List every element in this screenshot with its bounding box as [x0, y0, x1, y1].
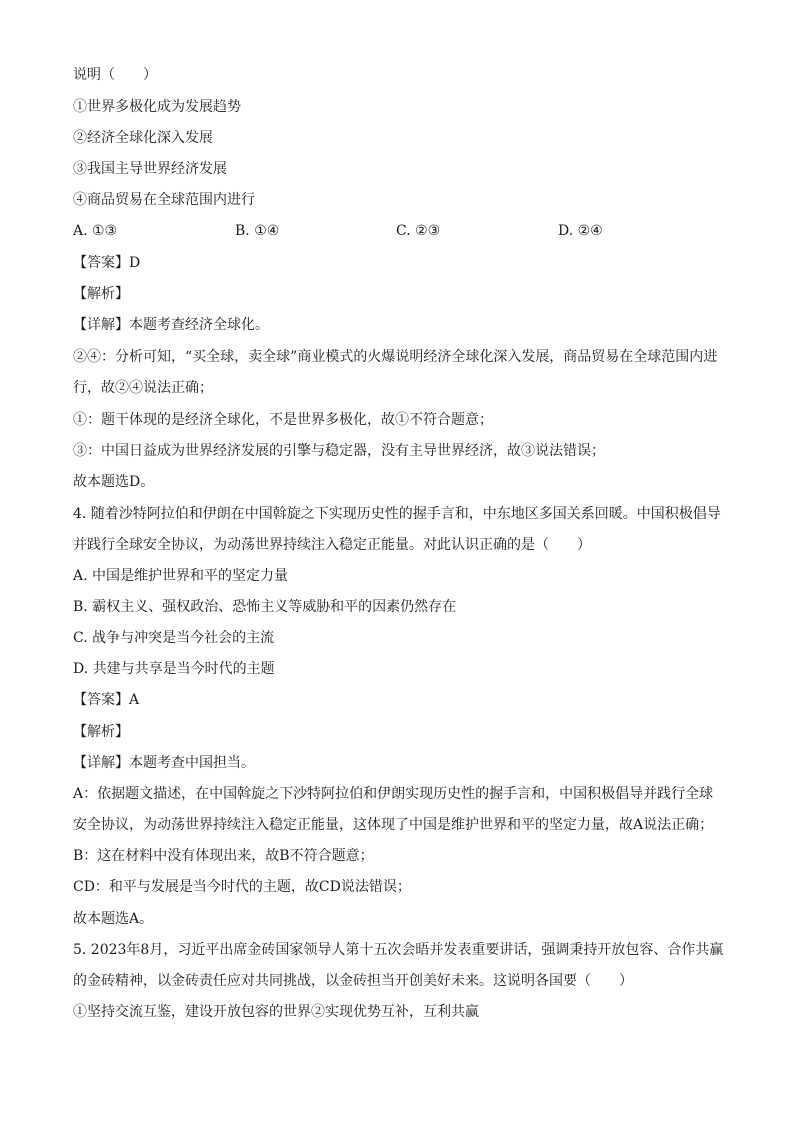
q3-detail: 【详解】本题考查经济全球化。: [73, 317, 269, 333]
q3-conclusion: 故本题选D。: [73, 474, 155, 490]
q4-detail: 【详解】本题考查中国担当。: [73, 755, 255, 771]
q5-item-1: ①坚持交流互鉴，建设开放包容的世界②实现优势互补，互利共赢: [73, 1004, 479, 1020]
q5-stem-line-2: 的金砖精神，以金砖责任应对共同挑战，以金砖担当开创美好未来。这说明各国要（ ）: [73, 973, 633, 989]
q3-item-4: ④商品贸易在全球范围内进行: [73, 192, 255, 208]
q5-stem-line-1: 5. 2023年8月，习近平出席金砖国家领导人第十五次会晤并发表重要讲话，强调秉持开放包容、合作共赢: [73, 942, 724, 958]
q4-stem-line-2: 并践行全球安全协议，为动荡世界持续注入稳定正能量。对此认识正确的是（ ）: [73, 537, 591, 553]
q3-analysis-label: 【解析】: [73, 286, 129, 302]
q3-option-d: D. ②④: [558, 223, 603, 239]
q4-option-b: B. 霸权主义、强权政治、恐怖主义等威胁和平的因素仍然存在: [73, 599, 457, 615]
q3-item-2: ②经济全球化深入发展: [73, 130, 213, 146]
q4-explanation-a-2: 安全协议，为动荡世界持续注入稳定正能量，这体现了中国是维护世界和平的坚定力量，故A说法正确；: [73, 817, 714, 833]
q4-conclusion: 故本题选A。: [73, 911, 154, 927]
q4-option-d: D. 共建与共享是当今时代的主题: [73, 661, 275, 677]
q3-option-c: C. ②③: [396, 223, 441, 239]
q4-explanation-b: B：这在材料中没有体现出来，故B不符合题意；: [73, 848, 374, 864]
q3-explanation-3: ③：中国日益成为世界经济发展的引擎与稳定器，没有主导世界经济，故③说法错误；: [73, 443, 605, 459]
q3-item-3: ③我国主导世界经济发展: [73, 161, 227, 177]
q3-option-a: A. ①③: [73, 223, 118, 239]
q4-explanation-a-1: A：依据题文描述，在中国斡旋之下沙特阿拉伯和伊朗实现历史性的握手言和，中国积极倡导并践行全球: [73, 786, 714, 802]
q3-option-b: B. ①④: [235, 223, 280, 239]
q3-explanation-1b: 行，故②④说法正确；: [73, 380, 213, 396]
q4-analysis-label: 【解析】: [73, 724, 129, 740]
q4-explanation-cd: CD：和平与发展是当今时代的主题，故CD说法错误；: [73, 879, 411, 895]
q3-explanation-2: ①：题干体现的是经济全球化，不是世界多极化，故①不符合题意；: [73, 412, 493, 428]
q3-explanation-1a: ②④：分析可知，“买全球，卖全球”商业模式的火爆说明经济全球化深入发展，商品贸易在全球范围内进: [73, 349, 718, 365]
q4-stem-line-1: 4. 随着沙特阿拉伯和伊朗在中国斡旋之下实现历史性的握手言和，中东地区多国关系回暖。中国积极倡导: [73, 506, 721, 522]
q3-item-1: ①世界多极化成为发展趋势: [73, 99, 241, 115]
q3-options: [73, 222, 733, 240]
q3-stem-end: 说明（ ）: [73, 67, 157, 83]
q4-option-c: C. 战争与冲突是当今社会的主流: [73, 630, 275, 646]
q4-option-a: A. 中国是维护世界和平的坚定力量: [73, 568, 289, 584]
q4-answer: 【答案】A: [73, 692, 140, 708]
q3-answer: 【答案】D: [73, 255, 141, 271]
